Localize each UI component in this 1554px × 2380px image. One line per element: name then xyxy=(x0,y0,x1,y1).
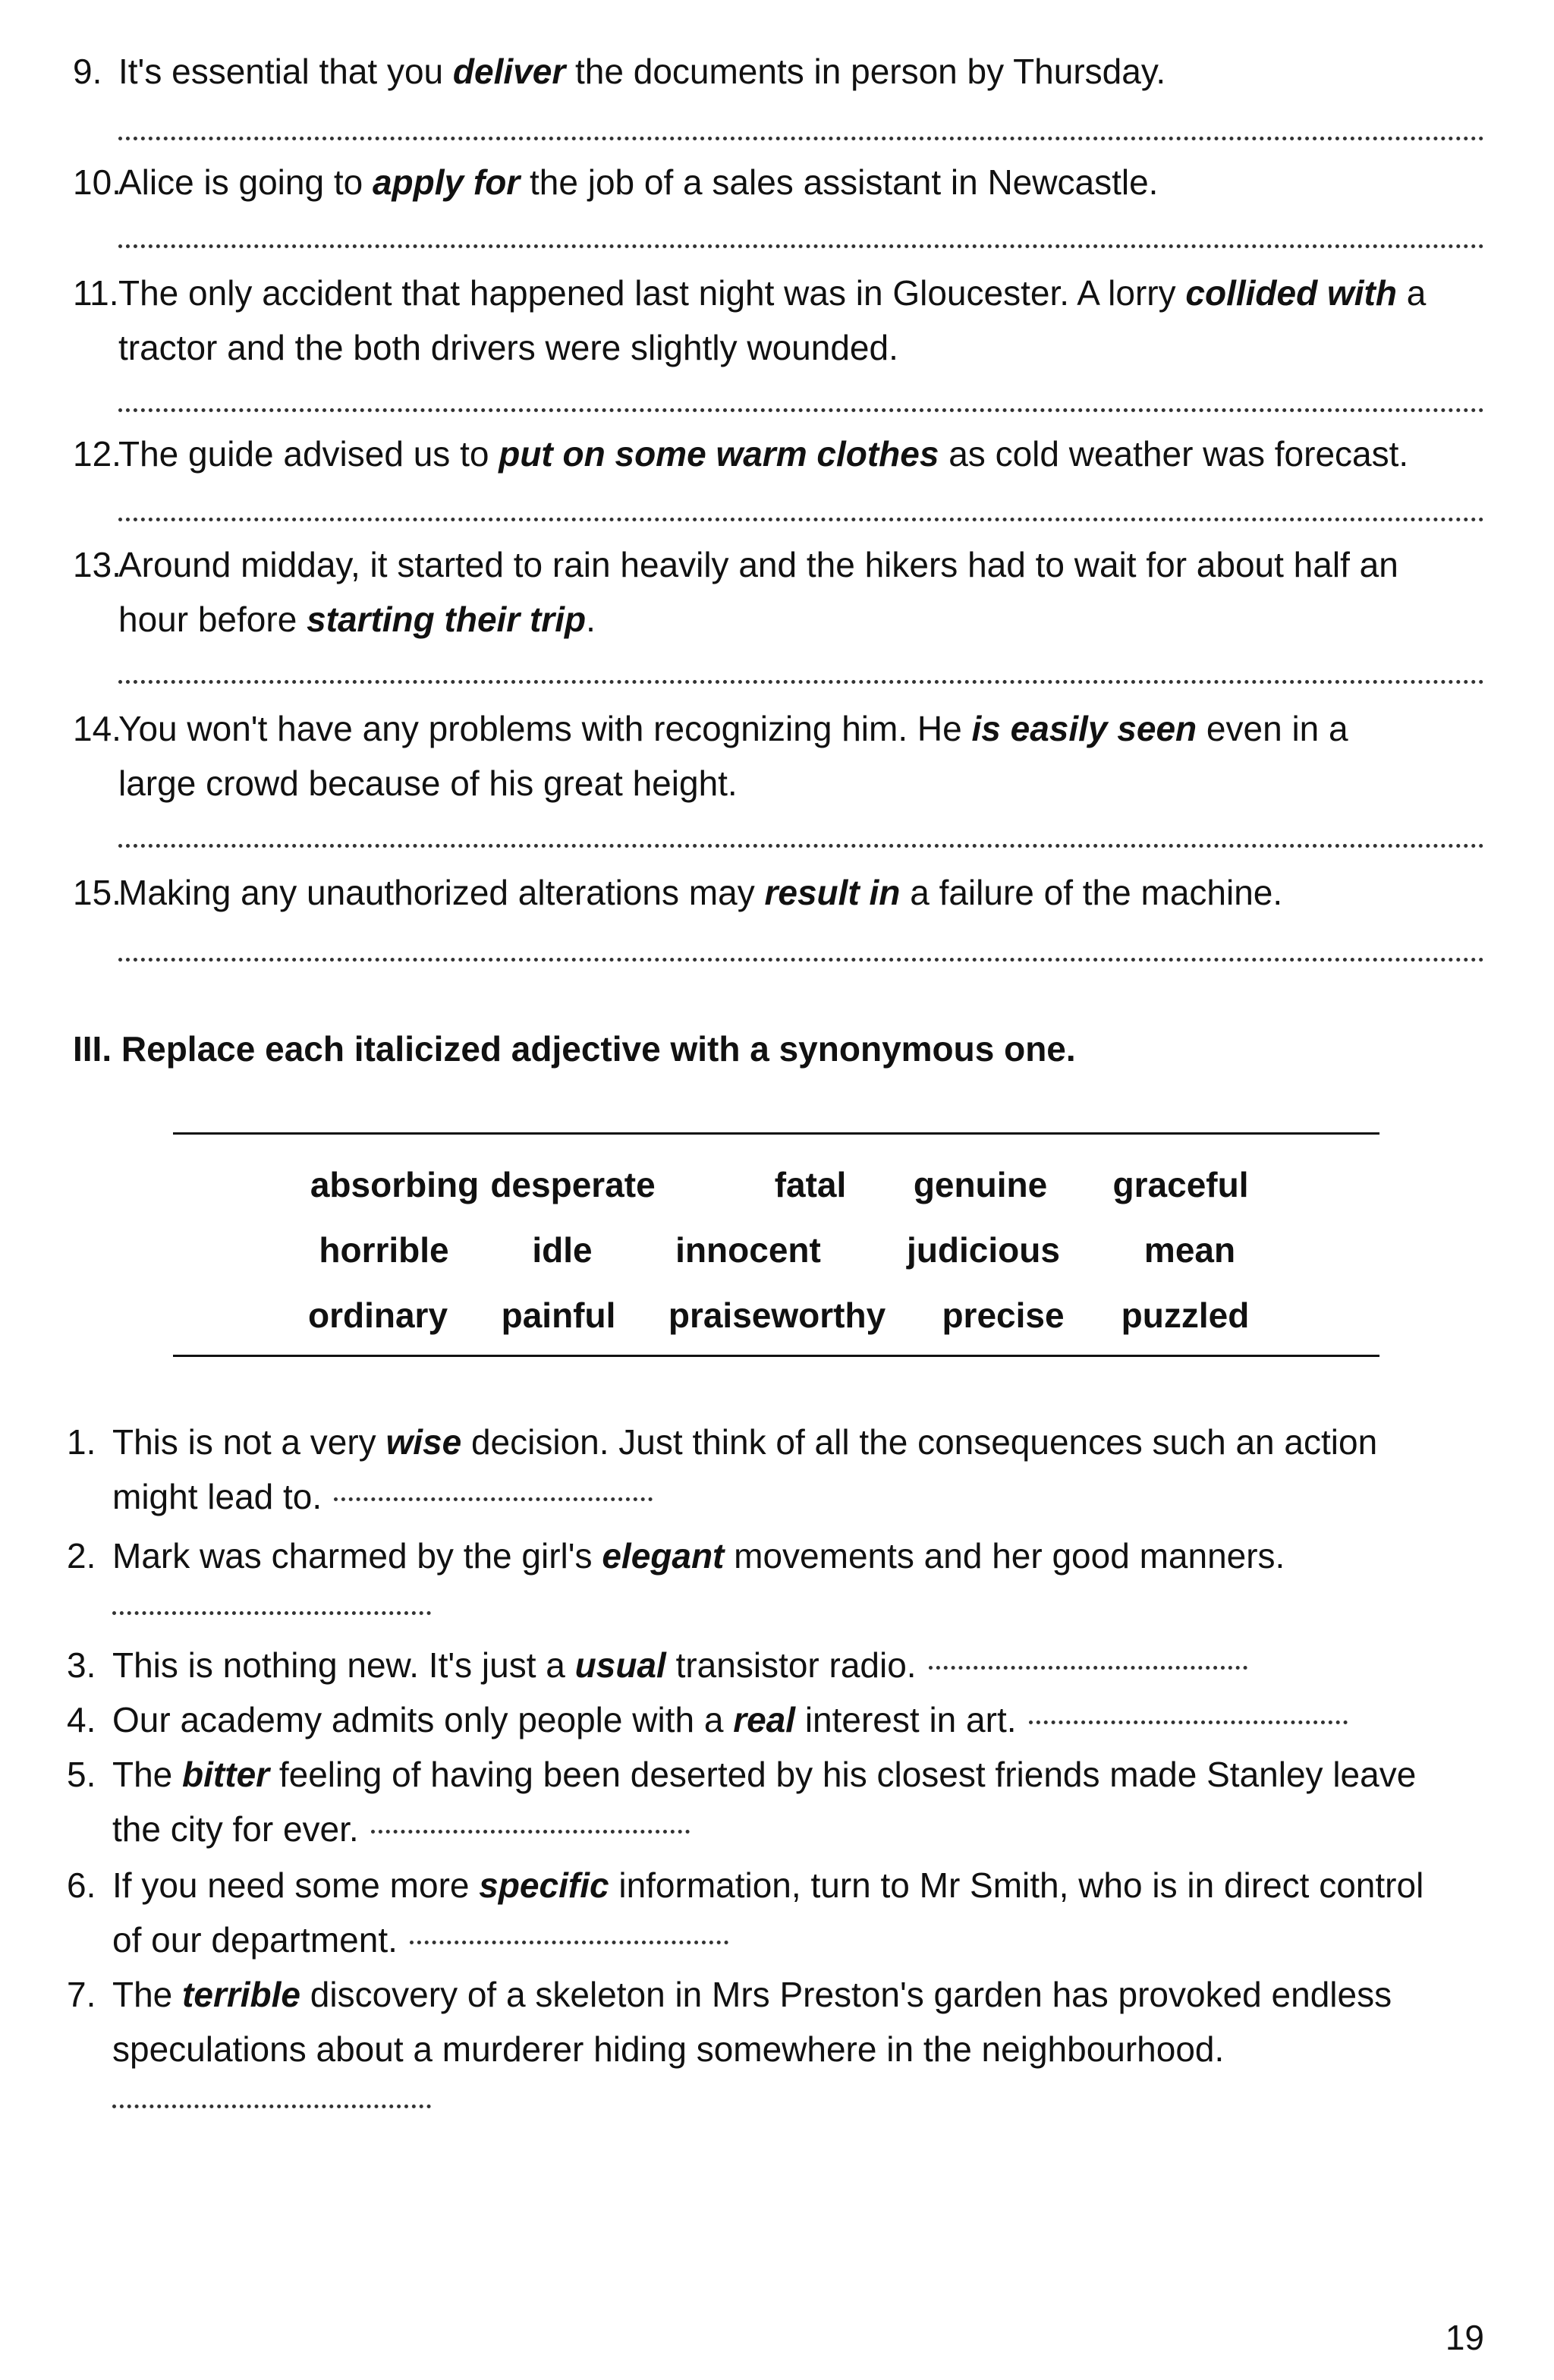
exercise-item-15: 15.Making any unauthorized alterations may result in a failure of the machine. xyxy=(73,873,1283,912)
word-box xyxy=(173,1132,1379,1357)
word-graceful: graceful xyxy=(1112,1165,1249,1204)
answer-line-9[interactable] xyxy=(118,137,1484,140)
answer-line-14[interactable] xyxy=(118,844,1484,848)
word-ordinary: ordinary xyxy=(307,1295,448,1335)
word-praiseworthy: praiseworthy xyxy=(668,1295,886,1335)
word-mean: mean xyxy=(1143,1230,1236,1270)
exercise-item-11: 11.The only accident that happened last night was in Gloucester. A lorry collided with a tractor and the both drivers were slightly wounded. xyxy=(73,273,1427,367)
word-judicious: judicious xyxy=(907,1230,1060,1270)
answer-line-13[interactable] xyxy=(118,680,1484,684)
answer-blank-5[interactable] xyxy=(371,1830,690,1834)
word-desperate: desperate xyxy=(490,1165,656,1204)
page-number: 19 xyxy=(1445,2318,1484,2357)
exercise-item-9: 9. It's essential that you deliver the documents in person by Thursday. xyxy=(73,52,1166,91)
synonym-item-1: 1. This is not a very wise decision. Just think of all the consequences such an action might lead to. xyxy=(67,1422,1378,1516)
synonym-item-2: 2. Mark was charmed by the girl's elegant movements and her good manners. xyxy=(67,1528,1493,1638)
exercise-item-12: 12.The guide advised us to put on some warm clothes as cold weather was forecast. xyxy=(73,434,1409,474)
answer-blank-3[interactable] xyxy=(929,1666,1247,1670)
word-genuine: genuine xyxy=(913,1165,1048,1204)
section-heading: III. Replace each italicized adjective with a synonymous one. xyxy=(73,1029,1076,1069)
answer-line-11[interactable] xyxy=(118,408,1484,412)
answer-line-15[interactable] xyxy=(118,958,1484,962)
answer-blank-1[interactable] xyxy=(334,1497,653,1501)
exercise-item-13: 13.Around midday, it started to rain heavily and the hikers had to wait for about half an hour before starting their trip. xyxy=(73,545,1398,639)
word-fatal: fatal xyxy=(774,1165,847,1204)
answer-line-10[interactable] xyxy=(118,244,1484,248)
word-precise: precise xyxy=(942,1295,1065,1335)
exercise-item-10: 10.Alice is going to apply for the job of a sales assistant in Newcastle. xyxy=(73,162,1159,202)
synonym-item-7: 7. The terrible discovery of a skeleton in Mrs Preston's garden has provoked endless speculations about a murderer hiding somewhere in the neighbourhood. xyxy=(67,1967,1493,2131)
synonym-item-5: 5. The bitter feeling of having been deserted by his closest friends made Stanley leave the city for ever. xyxy=(67,1755,1417,1849)
answer-blank-7[interactable] xyxy=(112,2105,431,2108)
answer-line-12[interactable] xyxy=(118,518,1484,521)
synonym-item-6: 6. If you need some more specific information, turn to Mr Smith, who is in direct control of our department. xyxy=(67,1865,1424,1960)
word-absorbing: absorbing xyxy=(310,1165,480,1204)
exercise-item-14: 14.You won't have any problems with recognizing him. He is easily seen even in a large crowd because of his great height. xyxy=(73,709,1348,803)
word-puzzled: puzzled xyxy=(1121,1295,1250,1335)
answer-blank-4[interactable] xyxy=(1029,1720,1348,1724)
word-painful: painful xyxy=(501,1295,616,1335)
synonym-item-3: 3. This is nothing new. It's just a usual transistor radio. xyxy=(67,1638,1493,1692)
answer-blank-6[interactable] xyxy=(410,1941,728,1944)
word-idle: idle xyxy=(532,1230,593,1270)
answer-blank-2[interactable] xyxy=(112,1611,431,1615)
word-horrible: horrible xyxy=(319,1230,449,1270)
synonym-item-4: 4. Our academy admits only people with a real interest in art. xyxy=(67,1692,1493,1747)
word-innocent: innocent xyxy=(675,1230,821,1270)
